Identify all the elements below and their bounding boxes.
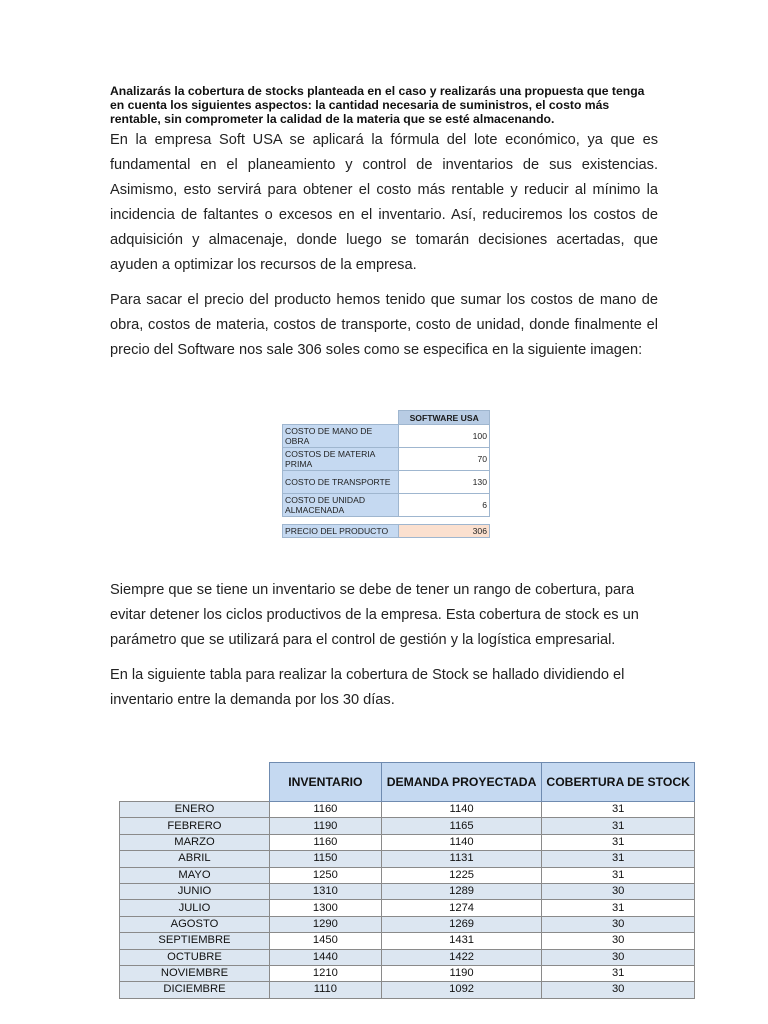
coverage-cell: 30 [542, 883, 695, 899]
month-cell: NOVIEMBRE [120, 965, 270, 981]
price-row-value: 70 [399, 448, 490, 471]
inventory-cell: 1110 [269, 982, 381, 998]
demand-cell: 1140 [381, 802, 542, 818]
table-row [120, 933, 695, 949]
month-cell: ABRIL [120, 851, 270, 867]
inventory-cell: 1150 [269, 851, 381, 867]
price-row-label: COSTO DE MANO DE OBRA [283, 425, 399, 448]
coverage-cell: 30 [542, 982, 695, 998]
price-row [283, 448, 490, 471]
column-header-inventory: INVENTARIO [269, 763, 381, 802]
coverage-cell: 31 [542, 900, 695, 916]
table-row [120, 949, 695, 965]
coverage-cell: 31 [542, 965, 695, 981]
month-cell: MARZO [120, 834, 270, 850]
month-cell: DICIEMBRE [120, 982, 270, 998]
table-row [120, 900, 695, 916]
coverage-cell: 31 [542, 802, 695, 818]
month-cell: AGOSTO [120, 916, 270, 932]
price-total-label: PRECIO DEL PRODUCTO [283, 525, 399, 538]
column-header-demand: DEMANDA PROYECTADA [381, 763, 542, 802]
table-row [120, 883, 695, 899]
paragraph-coverage-method: En la siguiente tabla para realizar la cobertura de Stock se hallado dividiendo el inventario entre la demanda por los 30 días. [110, 667, 625, 708]
price-row [283, 425, 490, 448]
table-row [120, 818, 695, 834]
demand-cell: 1225 [381, 867, 542, 883]
table-row [120, 802, 695, 818]
price-row-label: COSTOS DE MATERIA PRIMA [283, 448, 399, 471]
price-row [283, 471, 490, 494]
price-row-value: 6 [399, 494, 490, 517]
coverage-cell: 31 [542, 867, 695, 883]
inventory-cell: 1160 [269, 802, 381, 818]
table-row [120, 851, 695, 867]
table-row [120, 867, 695, 883]
coverage-cell: 31 [542, 834, 695, 850]
inventory-cell: 1450 [269, 933, 381, 949]
column-header-coverage: COBERTURA DE STOCK [542, 763, 695, 802]
month-cell: JUNIO [120, 883, 270, 899]
demand-cell: 1092 [381, 982, 542, 998]
demand-cell: 1274 [381, 900, 542, 916]
month-cell: OCTUBRE [120, 949, 270, 965]
table-row [120, 965, 695, 981]
price-table [282, 410, 490, 538]
price-row [283, 494, 490, 517]
coverage-table [119, 762, 695, 999]
price-row-value: 100 [399, 425, 490, 448]
price-row-value: 130 [399, 471, 490, 494]
demand-cell: 1431 [381, 933, 542, 949]
document-body-lower [110, 578, 658, 713]
coverage-table-body [120, 802, 695, 999]
month-cell: MAYO [120, 867, 270, 883]
demand-cell: 1289 [381, 883, 542, 899]
inventory-cell: 1300 [269, 900, 381, 916]
month-cell: ENERO [120, 802, 270, 818]
inventory-cell: 1440 [269, 949, 381, 965]
demand-cell: 1165 [381, 818, 542, 834]
month-cell: SEPTIEMBRE [120, 933, 270, 949]
table-row [120, 916, 695, 932]
demand-cell: 1422 [381, 949, 542, 965]
price-table-header: SOFTWARE USA [399, 411, 490, 425]
table-row [120, 834, 695, 850]
paragraph-economic-lot: En la empresa Soft USA se aplicará la fórmula del lote económico, ya que es fundamental en el planeamiento y control de inventarios de sus existencias. Asimismo, esto servirá para obtener el costo más rentable y reducir al mínimo la incidencia de faltantes o excesos en el inventario. Así, reduciremos los costos de adquisición y almacenaje, donde luego se tomarán decisiones acertadas, que ayuden a optimizar los recursos de la empresa. [110, 132, 658, 273]
table-row [120, 982, 695, 998]
inventory-cell: 1250 [269, 867, 381, 883]
month-cell: FEBRERO [120, 818, 270, 834]
inventory-cell: 1190 [269, 818, 381, 834]
price-row-label: COSTO DE TRANSPORTE [283, 471, 399, 494]
coverage-table-header-row [120, 763, 695, 802]
price-total-value: 306 [399, 525, 490, 538]
demand-cell: 1140 [381, 834, 542, 850]
inventory-cell: 1210 [269, 965, 381, 981]
paragraph-product-price: Para sacar el precio del producto hemos tenido que sumar los costos de mano de obra, costos de materia, costos de transporte, costo de unidad, donde finalmente el precio del Software nos sale 306 soles como se especifica en la siguiente imagen: [110, 292, 658, 358]
coverage-cell: 30 [542, 949, 695, 965]
inventory-cell: 1160 [269, 834, 381, 850]
month-cell: JULIO [120, 900, 270, 916]
document-body [110, 84, 658, 363]
coverage-cell: 31 [542, 851, 695, 867]
price-row-label: COSTO DE UNIDAD ALMACENADA [283, 494, 399, 517]
coverage-cell: 31 [542, 818, 695, 834]
coverage-cell: 30 [542, 916, 695, 932]
demand-cell: 1269 [381, 916, 542, 932]
paragraph-coverage-range: Siempre que se tiene un inventario se debe de tener un rango de cobertura, para evitar detener los ciclos productivos de la empresa. Esta cobertura de stock es un parámetro que se utilizará para el control de gestión y la logística empresarial. [110, 582, 639, 648]
coverage-cell: 30 [542, 933, 695, 949]
demand-cell: 1131 [381, 851, 542, 867]
price-total-row [283, 525, 490, 538]
price-table-header-row [283, 411, 490, 425]
demand-cell: 1190 [381, 965, 542, 981]
inventory-cell: 1310 [269, 883, 381, 899]
inventory-cell: 1290 [269, 916, 381, 932]
task-heading: Analizarás la cobertura de stocks planteada en el caso y realizarás una propuesta que tenga en cuenta los siguientes aspectos: la cantidad necesaria de suministros, el costo más rentable, sin comprometer la calidad de la materia que se esté almacenando. [110, 84, 645, 126]
